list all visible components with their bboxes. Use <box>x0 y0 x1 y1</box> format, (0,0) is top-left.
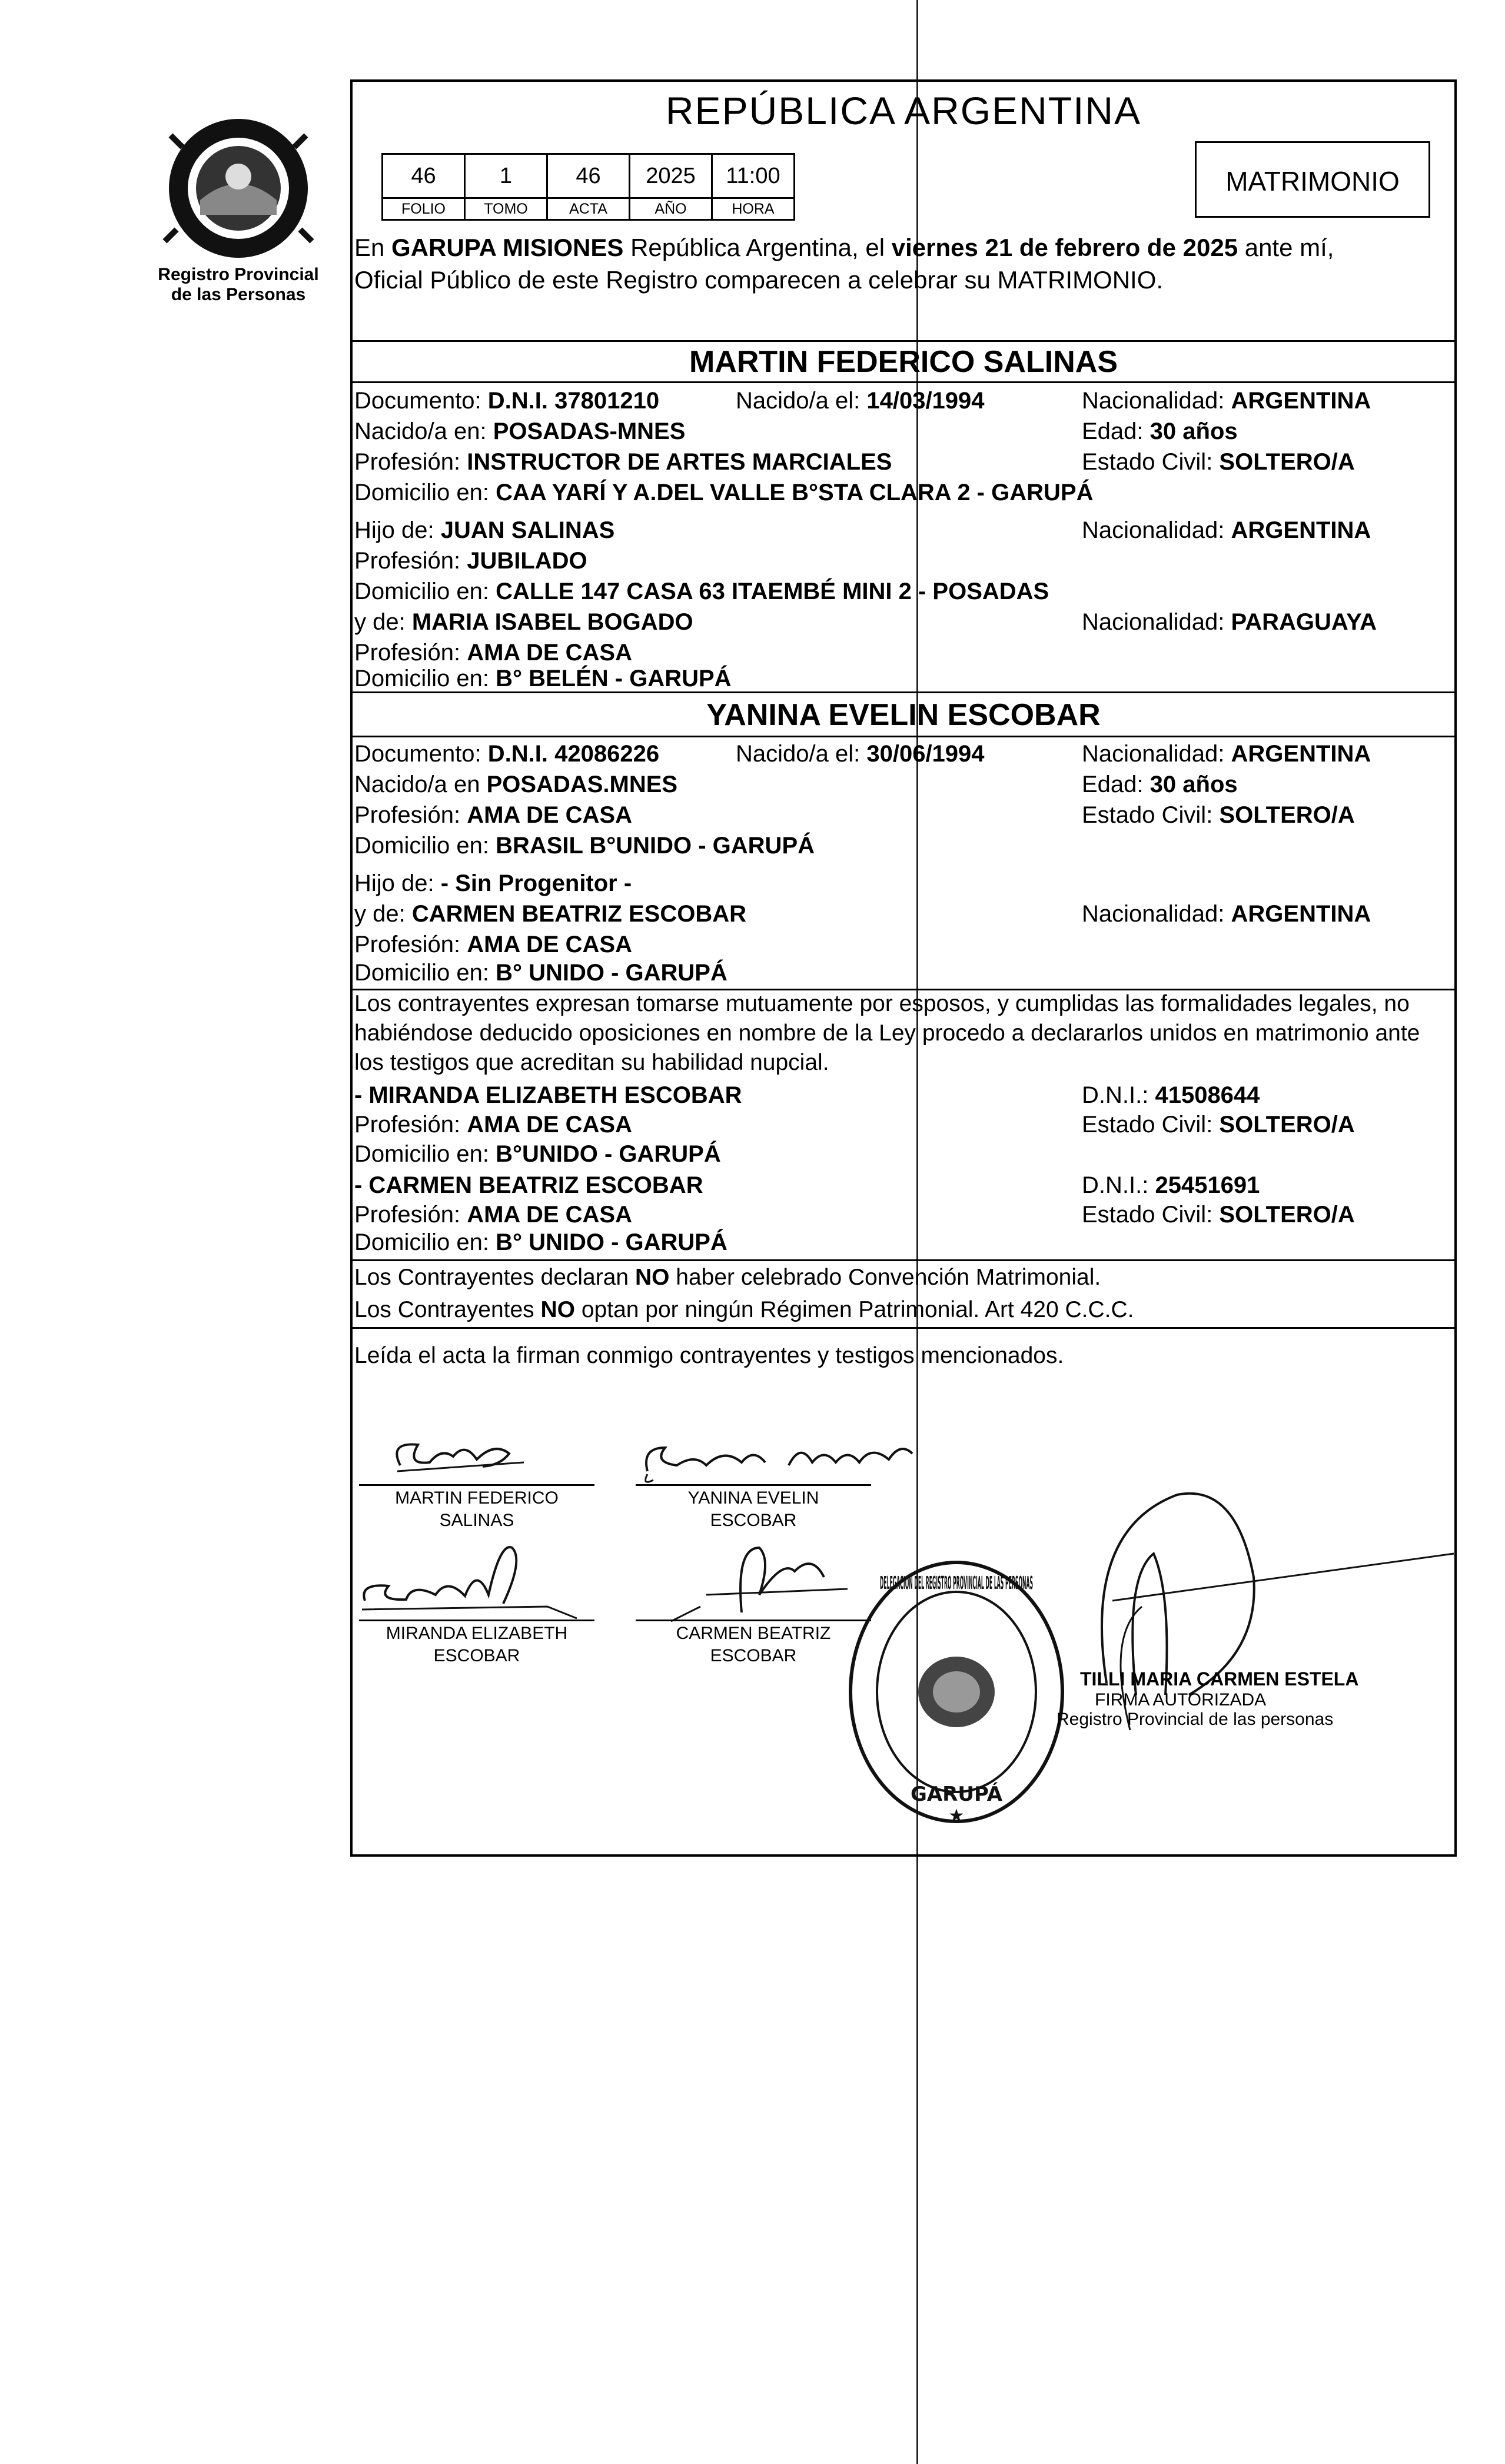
divider-reading <box>350 1327 1457 1329</box>
ano-value: 2025 <box>630 154 712 198</box>
divider-spouse1-name <box>350 381 1457 383</box>
divider-intro <box>350 340 1457 342</box>
spouse1-mother-nationality: Nacionalidad: PARAGUAYA <box>1082 609 1377 635</box>
divider-conventions <box>350 1259 1457 1261</box>
folio-label: FOLIO <box>383 198 465 220</box>
tomo-value: 1 <box>465 154 547 198</box>
registry-caption: Registro Provincial de las Personas <box>158 265 319 304</box>
signature-witness1 <box>353 1530 589 1618</box>
spouse1-nationality: Nacionalidad: ARGENTINA <box>1082 388 1371 414</box>
spouse1-document: Documento: D.N.I. 37801210 <box>354 388 660 414</box>
convention-line-2: Los Contrayentes NO optan por ningún Régimen Patrimonial. Art 420 C.C.C. <box>354 1297 1134 1322</box>
spouse1-mother-address: Domicilio en: B° BELÉN - GARUPÁ <box>354 666 732 691</box>
spouse1-name: MARTIN FEDERICO SALINAS <box>689 345 1118 379</box>
spouse2-address: Domicilio en: BRASIL B°UNIDO - GARUPÁ <box>354 833 815 859</box>
signature-spouse2 <box>630 1430 936 1489</box>
signature-caption-1: MARTIN FEDERICO SALINAS <box>395 1488 559 1530</box>
signature-caption-4: CARMEN BEATRIZ ESCOBAR <box>676 1624 831 1665</box>
svg-text:GARUPÁ: GARUPÁ <box>910 1783 1003 1806</box>
declaration-line-3: los testigos que acreditan su habilidad nupcial. <box>354 1050 829 1075</box>
divider-spouse2-name <box>350 736 1457 737</box>
spouse2-name: YANINA EVELIN ESCOBAR <box>706 698 1101 732</box>
svg-text:★: ★ <box>948 1805 965 1826</box>
spouse2-mother-profession: Profesión: AMA DE CASA <box>354 932 632 957</box>
signature-line-4 <box>636 1620 871 1621</box>
witness1-civil-status: Estado Civil: SOLTERO/A <box>1082 1112 1355 1138</box>
page-title: REPÚBLICA ARGENTINA <box>665 89 1142 132</box>
witness1-dni: D.N.I.: 41508644 <box>1082 1082 1260 1108</box>
svg-text:DELEGACION DEL REGISTRO PROVIN: DELEGACION DEL REGISTRO PROVINCIAL DE LAS PERSONAS <box>880 1573 1033 1594</box>
spouse2-father: Hijo de: - Sin Progenitor - <box>354 870 632 896</box>
spouse2-document: Documento: D.N.I. 42086226 <box>354 741 660 767</box>
spouse1-address: Domicilio en: CAA YARÍ Y A.DEL VALLE B°STA CLARA 2 - GARUPÁ <box>354 480 1094 506</box>
signature-caption-3: MIRANDA ELIZABETH ESCOBAR <box>386 1624 568 1665</box>
acta-label: ACTA <box>547 198 630 220</box>
delegation-stamp-icon <box>842 1554 1071 1830</box>
spouse2-mother-address: Domicilio en: B° UNIDO - GARUPÁ <box>354 960 727 986</box>
folio-value: 46 <box>383 154 465 198</box>
spouse1-profession: Profesión: INSTRUCTOR DE ARTES MARCIALES <box>354 449 892 475</box>
spouse1-mother-profession: Profesión: AMA DE CASA <box>354 640 632 666</box>
spouse1-civil-status: Estado Civil: SOLTERO/A <box>1082 449 1355 475</box>
signature-caption-2: YANINA EVELIN ESCOBAR <box>687 1488 819 1530</box>
official-role: FIRMA AUTORIZADA <box>1095 1690 1267 1710</box>
witness2-name: - CARMEN BEATRIZ ESCOBAR <box>354 1172 703 1198</box>
spouse2-profession: Profesión: AMA DE CASA <box>354 802 632 828</box>
spouse2-civil-status: Estado Civil: SOLTERO/A <box>1082 802 1355 828</box>
declaration-line-2: habiéndose deducido oposiciones en nombre de la Ley procedo a declararlos unidos en matrimonio ante <box>354 1020 1420 1046</box>
spouse1-birthplace: Nacido/a en: POSADAS-MNES <box>354 418 686 444</box>
signature-line-3 <box>359 1620 594 1621</box>
witness2-dni: D.N.I.: 25451691 <box>1082 1172 1260 1198</box>
spouse1-mother: y de: MARIA ISABEL BOGADO <box>354 609 693 635</box>
spouse2-birth: Nacido/a el: 30/06/1994 <box>736 741 985 767</box>
act-type-badge: MATRIMONIO <box>1195 141 1430 218</box>
signature-spouse1 <box>353 1430 612 1483</box>
spouse2-nationality: Nacionalidad: ARGENTINA <box>1082 741 1371 767</box>
provincial-seal-logo <box>159 112 318 265</box>
declaration-line-1: Los contrayentes expresan tomarse mutuamente por esposos, y cumplidas las formalidades legales, no <box>354 991 1410 1016</box>
spouse1-age: Edad: 30 años <box>1082 418 1238 444</box>
spouse1-father-nationality: Nacionalidad: ARGENTINA <box>1082 517 1371 543</box>
witness2-address: Domicilio en: B° UNIDO - GARUPÁ <box>354 1229 727 1255</box>
official-org: Registro Provincial de las personas <box>1057 1710 1334 1729</box>
witness1-profession: Profesión: AMA DE CASA <box>354 1112 632 1138</box>
intro-line-2: Oficial Público de este Registro comparecen a celebrar su MATRIMONIO. <box>354 266 1164 294</box>
official-name: TILLI MARIA CARMEN ESTELA <box>1080 1668 1359 1690</box>
convention-line-1: Los Contrayentes declaran NO haber celebrado Convención Matrimonial. <box>354 1265 1101 1290</box>
registry-table <box>381 153 795 221</box>
reading-statement: Leída el acta la firman conmigo contrayentes y testigos mencionados. <box>354 1343 1064 1368</box>
tomo-label: TOMO <box>465 198 547 220</box>
signature-line-2 <box>636 1484 871 1486</box>
spouse1-father-address: Domicilio en: CALLE 147 CASA 63 ITAEMBÉ MINI 2 - POSADAS <box>354 578 1049 604</box>
spouse2-age: Edad: 30 años <box>1082 772 1238 797</box>
witness2-profession: Profesión: AMA DE CASA <box>354 1202 632 1228</box>
witness1-address: Domicilio en: B°UNIDO - GARUPÁ <box>354 1141 721 1167</box>
spouse1-father: Hijo de: JUAN SALINAS <box>354 517 615 543</box>
spouse1-birth: Nacido/a el: 14/03/1994 <box>736 388 985 414</box>
spouse1-father-profession: Profesión: JUBILADO <box>354 548 587 574</box>
spouse2-mother-nationality: Nacionalidad: ARGENTINA <box>1082 901 1371 927</box>
signature-line-1 <box>359 1484 594 1486</box>
intro-line-1: En GARUPA MISIONES República Argentina, el viernes 21 de febrero de 2025 ante mí, <box>354 234 1334 261</box>
acta-value: 46 <box>547 154 630 198</box>
witness1-name: - MIRANDA ELIZABETH ESCOBAR <box>354 1082 742 1108</box>
spouse2-birthplace: Nacido/a en POSADAS.MNES <box>354 772 678 797</box>
hora-value: 11:00 <box>712 154 795 198</box>
spouse2-mother: y de: CARMEN BEATRIZ ESCOBAR <box>354 901 746 927</box>
hora-label: HORA <box>712 198 795 220</box>
witness2-civil-status: Estado Civil: SOLTERO/A <box>1082 1202 1355 1228</box>
ano-label: AÑO <box>630 198 712 220</box>
